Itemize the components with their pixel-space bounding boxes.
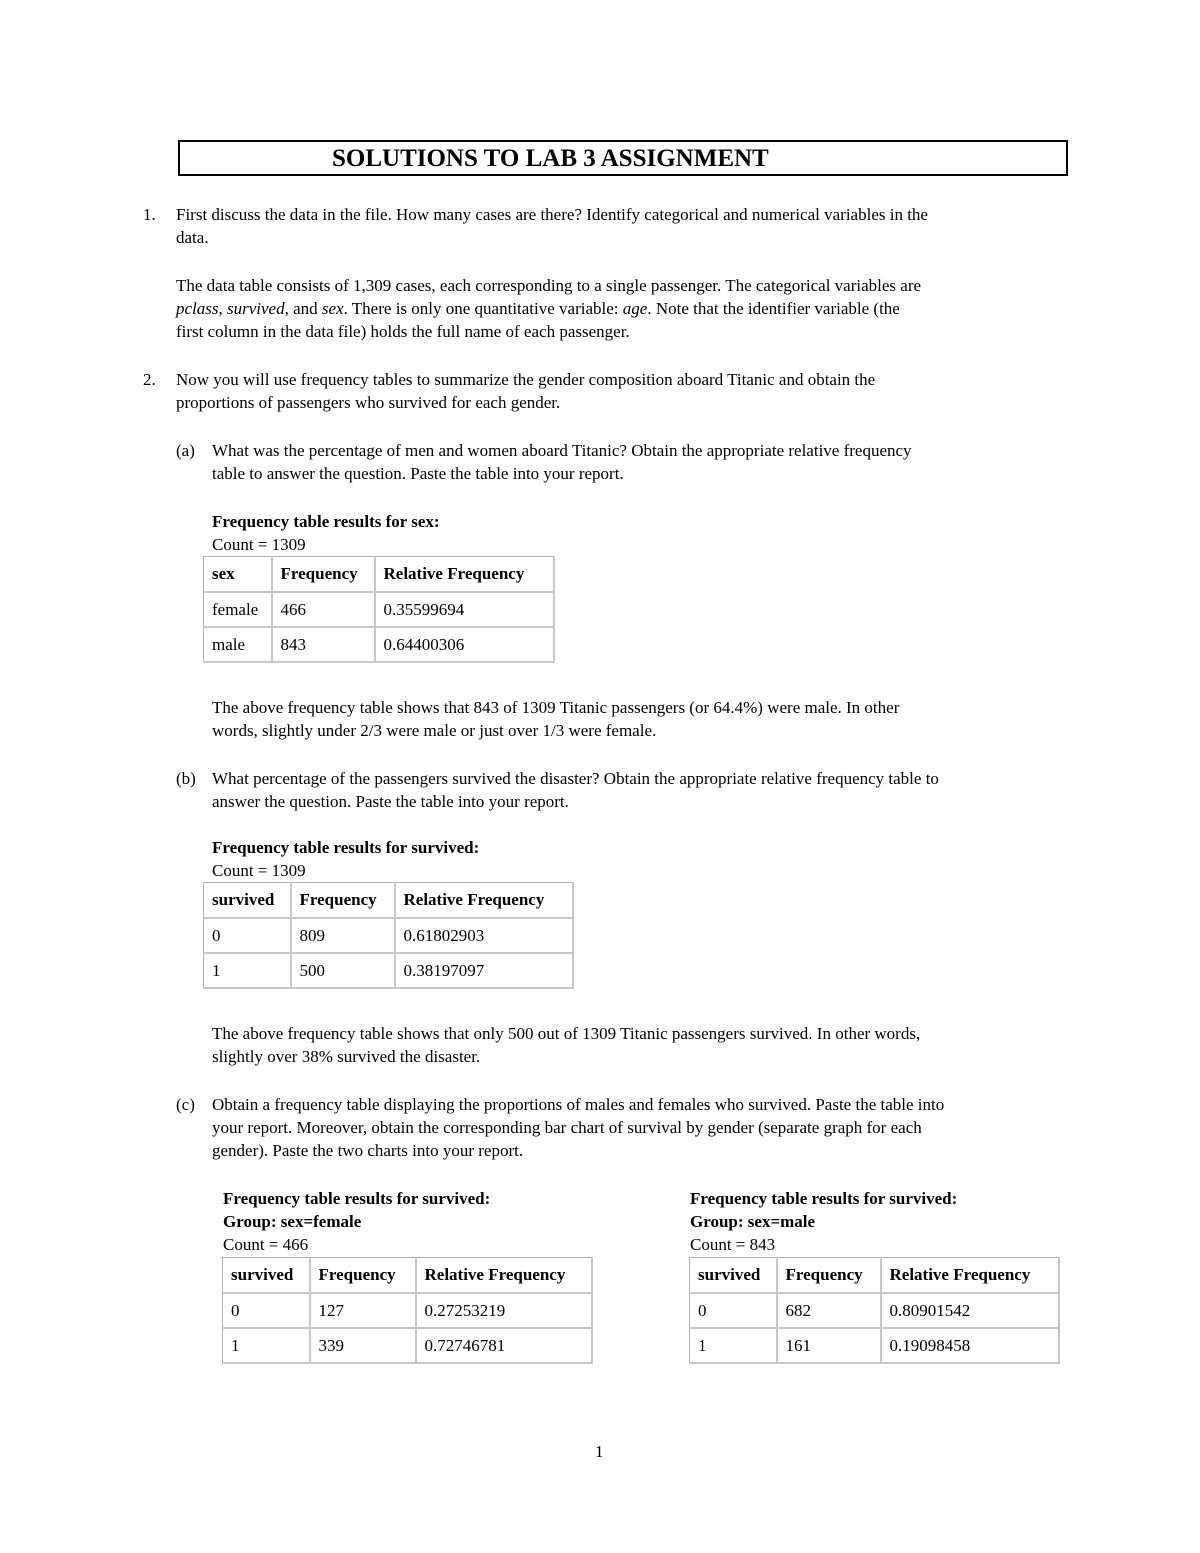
q1-answer-line-1: The data table consists of 1,309 cases, each corresponding to a single passenger. The categorical variables are (176, 276, 922, 295)
q1-answer-line-2 (176, 297, 900, 320)
table-row (690, 1328, 1060, 1363)
part-c-question-line-1: Obtain a frequency table displaying the proportions of males and females who survived. Paste the table into (212, 1095, 945, 1114)
header-cell: sex (204, 557, 272, 592)
part-a-question-line-1: What was the percentage of men and women aboard Titanic? Obtain the appropriate relative frequency (212, 441, 912, 460)
part-a-count: Count = 1309 (212, 535, 306, 554)
female-group-label: Group: sex=female (223, 1212, 362, 1231)
part-c-question-line-2: your report. Moreover, obtain the corresponding bar chart of survival by gender (separate graph for each (212, 1118, 922, 1137)
header-cell: Frequency (777, 1258, 881, 1293)
table-cell: male (204, 627, 272, 662)
header-cell: Relative Frequency (395, 883, 574, 918)
table-cell: female (204, 592, 272, 627)
part-a-answer-line-2: words, slightly under 2/3 were male or just over 1/3 were female. (212, 721, 657, 740)
table-cell: 0.80901542 (881, 1293, 1060, 1328)
table-row (204, 627, 555, 662)
q2-intro-line-1: Now you will use frequency tables to summarize the gender composition aboard Titanic and obtain the (176, 370, 876, 389)
female-survival-table (222, 1257, 593, 1364)
table-row (690, 1293, 1060, 1328)
table-row (223, 1328, 593, 1363)
table-cell: 0.35599694 (375, 592, 555, 627)
table-header-row (690, 1258, 1060, 1293)
male-survival-table (689, 1257, 1060, 1364)
table-cell: 0.72746781 (416, 1328, 593, 1363)
table-cell: 500 (291, 953, 395, 988)
table-row (223, 1293, 593, 1328)
male-table-title: Frequency table results for survived: (690, 1189, 958, 1208)
var-sex: sex (321, 299, 344, 318)
q1-question-line-2: data. (176, 228, 209, 247)
table-cell: 809 (291, 918, 395, 953)
answer-sep-2: , and (284, 299, 322, 318)
header-cell: survived (690, 1258, 777, 1293)
page-title: SOLUTIONS TO LAB 3 ASSIGNMENT (178, 140, 1068, 176)
header-cell: Frequency (291, 883, 395, 918)
part-b-label: (b) (176, 769, 196, 788)
table-cell: 0.19098458 (881, 1328, 1060, 1363)
table-row (204, 953, 574, 988)
part-c-label: (c) (176, 1095, 195, 1114)
table-cell: 339 (310, 1328, 416, 1363)
table-cell: 127 (310, 1293, 416, 1328)
table-cell: 0 (690, 1293, 777, 1328)
table-cell: 0.27253219 (416, 1293, 593, 1328)
part-a-label: (a) (176, 441, 195, 460)
part-a-answer-line-1: The above frequency table shows that 843 of 1309 Titanic passengers (or 64.4%) were male. In other (212, 698, 900, 717)
var-survived: survived (227, 299, 285, 318)
q1-number: 1. (143, 205, 156, 224)
part-c-question-line-3: gender). Paste the two charts into your report. (212, 1141, 524, 1160)
header-cell: Relative Frequency (375, 557, 555, 592)
answer-sep-1: , (218, 299, 227, 318)
q1-answer-line-3: first column in the data file) holds the full name of each passenger. (176, 322, 630, 341)
table-header-row (204, 557, 555, 592)
table-header-row (223, 1258, 593, 1293)
header-cell: Relative Frequency (416, 1258, 593, 1293)
answer-tail: . Note that the identifier variable (the (647, 299, 900, 318)
q2-intro-line-2: proportions of passengers who survived for each gender. (176, 393, 561, 412)
male-count: Count = 843 (690, 1235, 776, 1254)
survived-frequency-table (203, 882, 574, 989)
female-table-title: Frequency table results for survived: (223, 1189, 491, 1208)
table-cell: 1 (690, 1328, 777, 1363)
page-number: 1 (595, 1442, 604, 1461)
table-cell: 466 (272, 592, 375, 627)
female-count: Count = 466 (223, 1235, 309, 1254)
header-cell: survived (223, 1258, 310, 1293)
table-cell: 1 (204, 953, 291, 988)
var-pclass: pclass (176, 299, 219, 318)
part-b-question-line-2: answer the question. Paste the table into your report. (212, 792, 569, 811)
answer-mid: . There is only one quantitative variable: (343, 299, 623, 318)
table-cell: 843 (272, 627, 375, 662)
table-cell: 0 (223, 1293, 310, 1328)
q2-number: 2. (143, 370, 156, 389)
part-b-table-title: Frequency table results for survived: (212, 838, 480, 857)
q1-question-line-1: First discuss the data in the file. How many cases are there? Identify categorical and numerical variables in the (176, 205, 928, 224)
part-a-question-line-2: table to answer the question. Paste the table into your report. (212, 464, 624, 483)
sex-frequency-table (203, 556, 555, 663)
part-a-table-title: Frequency table results for sex: (212, 512, 440, 531)
table-cell: 0 (204, 918, 291, 953)
table-cell: 682 (777, 1293, 881, 1328)
header-cell: Frequency (310, 1258, 416, 1293)
header-cell: Relative Frequency (881, 1258, 1060, 1293)
part-b-question-line-1: What percentage of the passengers survived the disaster? Obtain the appropriate relative frequency table to (212, 769, 939, 788)
part-b-answer-line-1: The above frequency table shows that only 500 out of 1309 Titanic passengers survived. In other words, (212, 1024, 921, 1043)
table-header-row (204, 883, 574, 918)
part-b-answer-line-2: slightly over 38% survived the disaster. (212, 1047, 481, 1066)
table-cell: 161 (777, 1328, 881, 1363)
table-cell: 0.38197097 (395, 953, 574, 988)
table-cell: 0.64400306 (375, 627, 555, 662)
table-row (204, 918, 574, 953)
table-row (204, 592, 555, 627)
header-cell: Frequency (272, 557, 375, 592)
part-b-count: Count = 1309 (212, 861, 306, 880)
var-age: age (622, 299, 648, 318)
header-cell: survived (204, 883, 291, 918)
table-cell: 0.61802903 (395, 918, 574, 953)
male-group-label: Group: sex=male (690, 1212, 816, 1231)
table-cell: 1 (223, 1328, 310, 1363)
